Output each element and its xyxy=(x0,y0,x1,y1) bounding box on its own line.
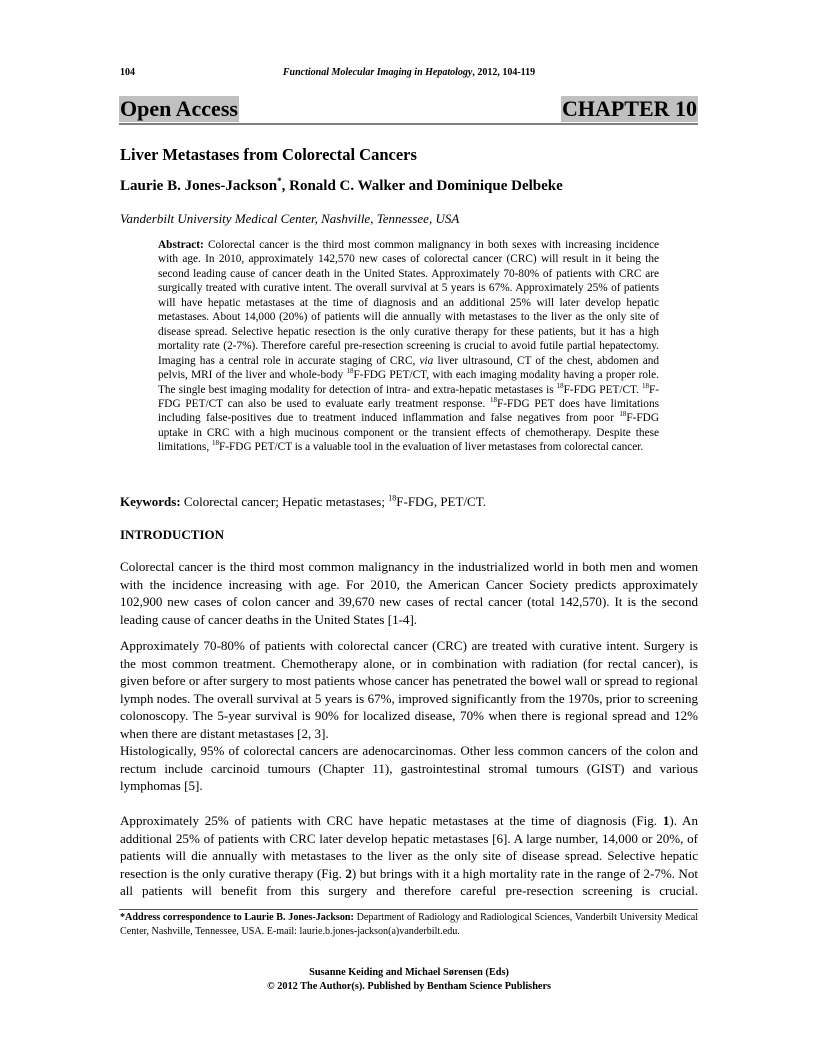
isotope-superscript: 18 xyxy=(489,396,497,405)
open-access-label: Open Access xyxy=(120,96,238,121)
publisher-footer xyxy=(120,966,698,993)
abstract-label: Abstract: xyxy=(158,239,204,251)
section-heading: INTRODUCTION xyxy=(120,527,225,542)
keywords xyxy=(120,494,486,510)
figure-reference[interactable]: 2 xyxy=(345,865,352,881)
footnote-label: *Address correspondence to Laurie B. Jones-Jackson: xyxy=(120,912,354,923)
abstract-text: liver ultrasound, CT of the chest, abdomen and pelvis, MRI of the liver and whole-body xyxy=(158,354,660,382)
body-paragraph: Colorectal cancer is the third most common malignancy in the industrialized world in both men and women with the incidence increasing with age. For 2010, the American Cancer Society predicts approximately 102,900 new cases of colon cancer and 39,670 new cases of rectal cancer (total 142,570). It is the second leading cause of cancer deaths in the United States [1-4]. xyxy=(120,559,698,627)
isotope-superscript: 18 xyxy=(619,410,627,419)
corresponding-author-mark: * xyxy=(277,176,282,186)
copyright-line: © 2012 The Author(s). Published by Bentham Science Publishers xyxy=(266,980,552,992)
chapter-title: Liver Metastases from Colorectal Cancers xyxy=(120,145,417,164)
body-paragraph: Approximately 70-80% of patients with colorectal cancer (CRC) are treated with curative intent. Surgery is the most common treatment. Chemotherapy alone, or in combination with radiation (for rectal cancer), is given before or after surgery to most patients whose cancer has penetrated the bowel wall or spread to regional lymph nodes. The overall survival at 5 years is 67%, improved significantly from the 1970s, prior to screening colonoscopy. The 5-year survival is 90% for localized disease, 70% when there is regional spread and 12% when there are distant metastases [2, 3]. xyxy=(120,638,698,741)
chapter-number-label: CHAPTER 10 xyxy=(561,96,697,121)
body-paragraph: Histologically, 95% of colorectal cancers are adenocarcinomas. Other less common cancers of the colon and rectum include carcinoid tumours (Chapter 11), gastrointestinal stromal tumours (GIST) and various lymphomas [5]. xyxy=(120,743,698,794)
footnote-divider xyxy=(119,909,698,910)
abstract-text: F-FDG PET/CT, with each imaging modality having a proper role. The single best imaging modality for detection of intra- and extra-hepatic metastases is xyxy=(158,369,659,396)
abstract xyxy=(158,238,659,455)
paragraph-text: ). An additional 25% of patients with CRC later develop hepatic metastases [6]. A large number, 14,000 or 20%, of patients will die annually with metastases to the liver as the only site of disease spread. Selective hepatic resection is the only curative therapy (Fig. xyxy=(120,813,698,881)
affiliation: Vanderbilt University Medical Center, Nashville, Tennessee, USA xyxy=(120,211,460,226)
chapter-banner xyxy=(119,96,698,122)
running-head xyxy=(120,67,698,81)
body-paragraph xyxy=(120,812,698,900)
abstract-text: F-FDG uptake in CRC with a high mucinous component or the transient effects of chemotherapy. Despite these limitations, xyxy=(158,412,659,454)
correspondence-footnote xyxy=(120,911,698,938)
isotope-superscript: 18 xyxy=(556,381,564,390)
abstract-text: F-FDG PET/CT can also be used to evaluate early treatment response. xyxy=(158,383,659,410)
corresponding-author: Laurie B. Jones-Jackson xyxy=(120,178,278,194)
figure-reference[interactable]: 1 xyxy=(662,813,670,828)
keywords-text: Colorectal cancer; Hepatic metastases; xyxy=(180,494,389,509)
isotope-superscript: 18 xyxy=(388,493,397,503)
abstract-text: F-FDG PET does have limitations including false-positives due to treatment induced inflammation and false negatives from poor xyxy=(158,397,659,425)
footnote-text: Department of Radiology and Radiological Sciences, Vanderbilt University Medical Center, Nashville, Tennessee, USA. E-mail: laurie.b.jones-jackson(a)vanderbilt.edu. xyxy=(120,912,699,937)
journal-title: Functional Molecular Imaging in Hepatology xyxy=(282,67,473,78)
abstract-text: F-FDG PET/CT is a valuable tool in the evaluation of liver metastases from colorectal cancer. xyxy=(218,441,644,454)
journal-volume-pages: , 2012, 104-119 xyxy=(472,67,536,78)
isotope-superscript: 18 xyxy=(211,439,219,448)
paragraph-text: Approximately 25% of patients with CRC have hepatic metastases at the time of diagnosis (Fig. xyxy=(120,813,663,828)
author-list xyxy=(120,178,563,195)
isotope-superscript: 18 xyxy=(641,381,649,390)
keywords-label: Keywords: xyxy=(120,494,181,509)
editors-line: Susanne Keiding and Michael Sørensen (Eds) xyxy=(309,967,509,978)
paragraph-text: ) but brings with it a high mortality rate in the range of 2-7%. Not all patients will benefit from this surgery and therefore careful pre-resection screening is crucial. xyxy=(120,865,699,899)
page-number: 104 xyxy=(120,67,135,78)
abstract-text-italic: via xyxy=(419,354,434,367)
journal-citation xyxy=(120,67,698,78)
keywords-text: F-FDG, PET/CT. xyxy=(396,494,486,509)
isotope-superscript: 18 xyxy=(346,367,354,376)
abstract-text: F-FDG PET/CT. xyxy=(563,383,642,396)
abstract-text: Colorectal cancer is the third most common malignancy in both sexes with increasing incidence with age. In 2010, approximately 142,570 new cases of colorectal cancer (CRC) will result in it being the second leading cause of cancer death in the United States. Approximately 70-80% of patients with CRC are surgically treated with curative intent. The overall survival at 5 years is 67%. Approximately 25% of patients will have hepatic metastases at the time of diagnosis and an additional 25% will later develop hepatic metastases. About 14,000 (20%) of patients will die annually with metastases to the liver as the only site of disease spread. Selective hepatic resection is the only curative therapy for these patients, but it has a high mortality rate (2-7%). Therefore careful pre-resection screening is crucial to avoid futile partial hepatectomy. Imaging has a central role in accurate staging of CRC, xyxy=(158,239,659,367)
banner-divider xyxy=(119,123,698,125)
co-authors: , Ronald C. Walker and Dominique Delbeke xyxy=(281,178,563,194)
